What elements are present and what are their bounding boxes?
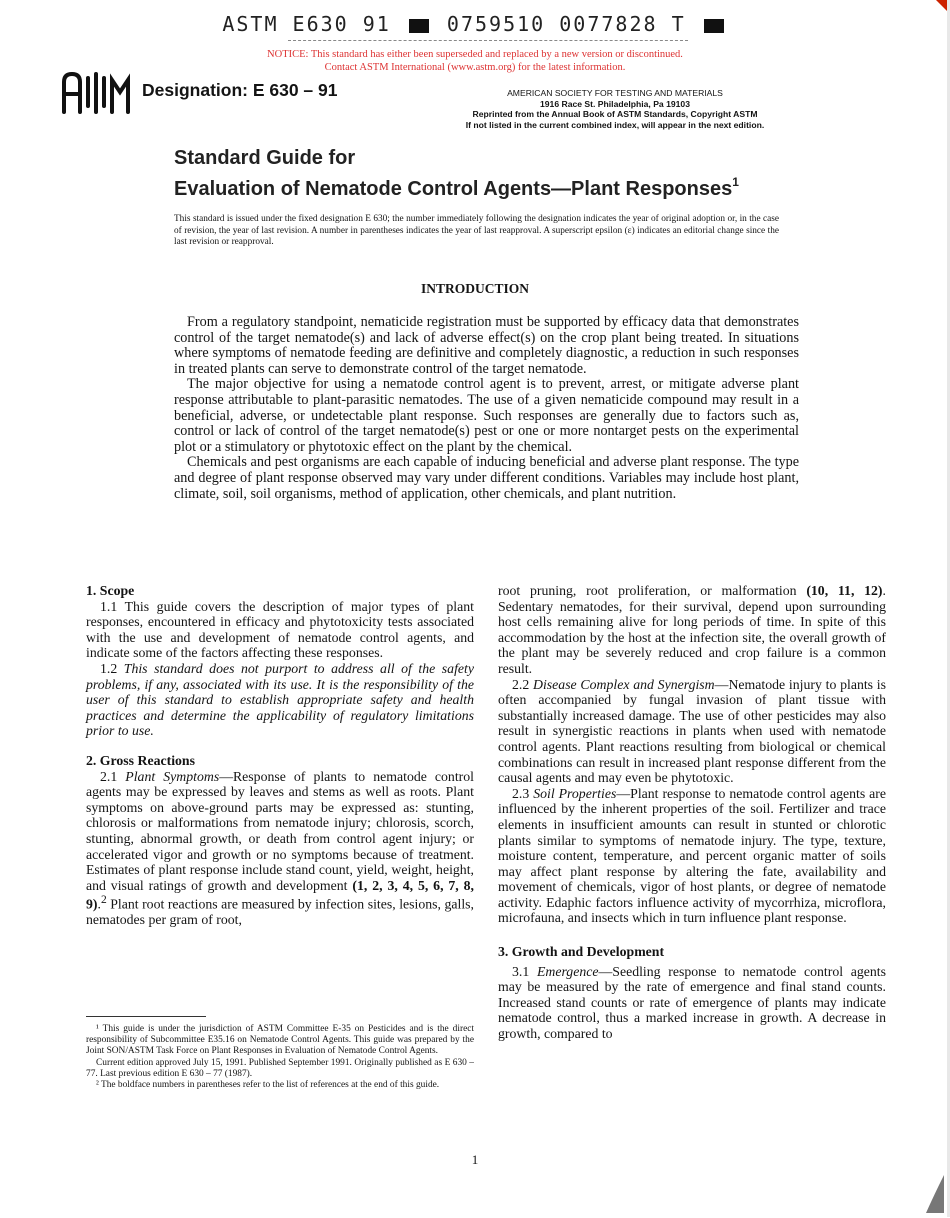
- page-curl-icon: [922, 1175, 944, 1213]
- society-line: If not listed in the current combined index, will appear in the next edition.: [465, 119, 765, 130]
- paragraph: [498, 677, 886, 786]
- header-code: [0, 12, 950, 36]
- intro-paragraph: The major objective for using a nematode control agent is to prevent, arrest, or mitigate adverse plant response attributable to plant-parasitic nematodes. The use of a given nematicide compound may result in a beneficial, adverse, or undetectable plant response. Such responses are generally due to factors such as, control or lack of control of the target nematode(s) pest or one or more nontarget pests on the experimental plot or a stimulatory or phytotoxic effect on the plant by the chemical.: [174, 376, 799, 455]
- term: Emergence: [536, 963, 599, 979]
- intro-paragraph: Chemicals and pest organisms are each capable of inducing beneficial and adverse plant response. The type and degree of plant response observed may vary under different conditions. Variables may include host plant, climate, soil, soil organisms, method of application, other chemicals, and plant nutrition.: [174, 454, 799, 502]
- term: Plant Symptoms: [125, 768, 220, 784]
- clause-number: 2.1: [100, 768, 126, 784]
- clause-number: 2.2: [512, 676, 533, 692]
- section-heading: 3. Growth and Development: [498, 944, 665, 960]
- paragraph: [498, 786, 886, 926]
- safety-caveat: This standard does not purport to address all of the safety problems, if any, associated with its use. It is the responsibility of the user of this standard to establish appropriate safety and health practices and determine the applicability of regulatory limitations prior to use.: [86, 660, 474, 739]
- intro-heading: INTRODUCTION: [420, 281, 529, 296]
- title-text: Evaluation of Nematode Control Agents—Plant Responses: [174, 178, 733, 200]
- text: Plant root reactions are measured by infection sites, lesions, galls, nematodes per gram of root,: [86, 896, 474, 928]
- clause-number: 2.3: [512, 785, 534, 801]
- section-heading: 2. Gross Reactions: [86, 752, 195, 768]
- astm-logo-icon: [58, 68, 130, 118]
- introduction: [174, 315, 799, 502]
- paragraph: [86, 661, 474, 739]
- society-line: AMERICAN SOCIETY FOR TESTING AND MATERIALS: [507, 88, 723, 98]
- clause-number: 1.2: [100, 660, 124, 676]
- text: —Plant response to nematode control agents are influenced by the inherent properties of the soil. Fertilizer and trace elements in insufficient amounts can result in stunted or chlorotic plants similar to symptoms of nematode injury. The type, texture, moisture content, temperature, and percent organic matter of soils may affect plant response by altering the fate, availability and movement of chemicals, vigor of host plants, or degree of nematode activity. Edaphic factors influence activity of mycorrhiza, microflora, microfauna, and insects which in turn influence plant response.: [498, 785, 886, 926]
- text: —Seedling response to nematode control agents may be measured by the rate of emergence and final stand counts. Increased stand counts or rate of emergence of plants may indicate nematode control, thus a marked increase in growth. A decrease in growth, compared to: [498, 963, 886, 1042]
- section-heading: 1. Scope: [86, 583, 135, 598]
- left-column: [86, 583, 474, 928]
- page-number: 1: [471, 1152, 479, 1167]
- right-column: [498, 583, 886, 1042]
- notice: [0, 48, 950, 74]
- paragraph: [498, 964, 886, 1042]
- title-line-1: Standard Guide for: [174, 147, 356, 169]
- footnote: ² The boldface numbers in parentheses refer to the list of references at the end of this guide.: [96, 1080, 440, 1091]
- footnote-ref: 2: [100, 894, 107, 907]
- references: (10, 11, 12): [806, 583, 883, 598]
- paragraph: 2.1 Plant Symptoms—Response of plants to nematode control agents may be expressed by leaves and stems as well as roots. Plant symptoms on above-ground parts may be expressed as: stunting, chlorosis or malformations from nematode injury; chlorosis, scorch, stunting, abnormal growth, or death from control agent injury; or accelerated vigor and growth or no symptoms because of treatment. Estimates of plant response include stand count, yield, weight, height, and visual ratings of growth and development (1, 2, 3, 4, 5, 6, 7, 8, 9).$^2$ Plant root reactions are measured by infection sites, lesions, galls, nematodes per gram of root,: [86, 768, 474, 928]
- notice-line: Contact ASTM International (www.astm.org) for the latest information.: [324, 62, 626, 73]
- intro-paragraph: From a regulatory standpoint, nematicide registration must be supported by efficacy data that demonstrates control of the target nematode(s) and lack of adverse effect(s) on the crop plant being treated. In situations where symptoms of nematode feeding are definitive and completely diagnostic, a reduction in such responses in treated plants can serve to demonstrate control of the target nematode.: [174, 314, 799, 377]
- designation: Designation: E 630 – 91: [142, 80, 338, 100]
- text: root pruning, root proliferation, or malformation: [498, 583, 807, 598]
- logo-text: ASTM: [91, 115, 97, 117]
- text: —Nematode injury to plants is often accompanied by fungal invasion of plant tissue with substantially increased damage. The use of other pesticides may also result in synergistic reactions in plants when used with nematode control agents. Plant reactions resulting from biological or chemical combinations can result in increased plant response different from the causal agents and may even be phytotoxic.: [498, 676, 887, 786]
- title-line-2: [174, 170, 739, 201]
- footnotes: [86, 1024, 474, 1091]
- text: —Response of plants to nematode control agents may be expressed by leaves and stems as well as roots. Plant symptoms on above-ground parts may be expressed as: stunting, chlorosis or malformations from nematode injury; chlorosis, scorch, stunting, abnormal growth, or death from control agent injury; or accelerated vigor and growth or no symptoms because of treatment. Estimates of plant response include stand count, yield, weight, height, and visual ratings of growth and development: [86, 768, 474, 893]
- society-block: [455, 88, 775, 130]
- header-code-right: 0759510 0077828 T: [446, 12, 686, 36]
- clause-number: 3.1: [512, 963, 537, 979]
- notice-line: NOTICE: This standard has either been superseded and replaced by a new version or discontinued.: [267, 49, 683, 60]
- footnote-divider: [86, 1016, 206, 1017]
- header-code-left: ASTM E630 91: [222, 12, 391, 36]
- society-line: 1916 Race St. Philadelphia, Pa 19103: [540, 98, 690, 109]
- term: Soil Properties: [533, 785, 617, 801]
- black-block-icon: [409, 19, 429, 33]
- issued-note: This standard is issued under the fixed designation E 630; the number immediately following the designation indicates the year of original adoption or, in the case of revision, the year of last revision. A number in parentheses indicates the year of last reapproval. A superscript epsilon (ε) indicates an editorial change since the last revision or reapproval.: [174, 214, 779, 247]
- society-line: Reprinted from the Annual Book of ASTM Standards, Copyright ASTM: [472, 109, 758, 119]
- astm-logo: [58, 68, 130, 118]
- footnote-ref: 1: [732, 175, 739, 189]
- footnote: Current edition approved July 15, 1991. Published September 1991. Originally published as E 630 – 77. Last previous edition E 630 – 77 (1987).: [86, 1057, 474, 1079]
- footnote: ¹ This guide is under the jurisdiction of ASTM Committee E-35 on Pesticides and is the direct responsibility of Subcommittee E35.16 on Nematode Control Agents. This guide was prepared by the Joint SON/ASTM Task Force on Plant Responses in Evaluation of Nematode Control Agents.: [86, 1024, 474, 1057]
- document-title: [174, 146, 739, 201]
- text: . Sedentary nematodes, for their survival, depend upon surrounding host cells remaining alive for long periods of time. In spite of this accommodation by the host at the infection site, the overall growth of the plant may be severely reduced and crop failure is a common result.: [498, 583, 886, 676]
- paragraph: 1.1 This guide covers the description of major types of plant responses, encountered in efficacy and phytotoxicity tests associated with the use and development of nematode control agents, and indicate some of the factors affecting these responses.: [86, 598, 474, 661]
- black-block-icon: [704, 19, 724, 33]
- paragraph: [498, 583, 886, 677]
- references: (1, 2, 3, 4, 5, 6, 7, 8, 9): [86, 877, 474, 912]
- header-divider: [288, 40, 688, 41]
- term: Disease Complex and Synergism: [533, 676, 715, 692]
